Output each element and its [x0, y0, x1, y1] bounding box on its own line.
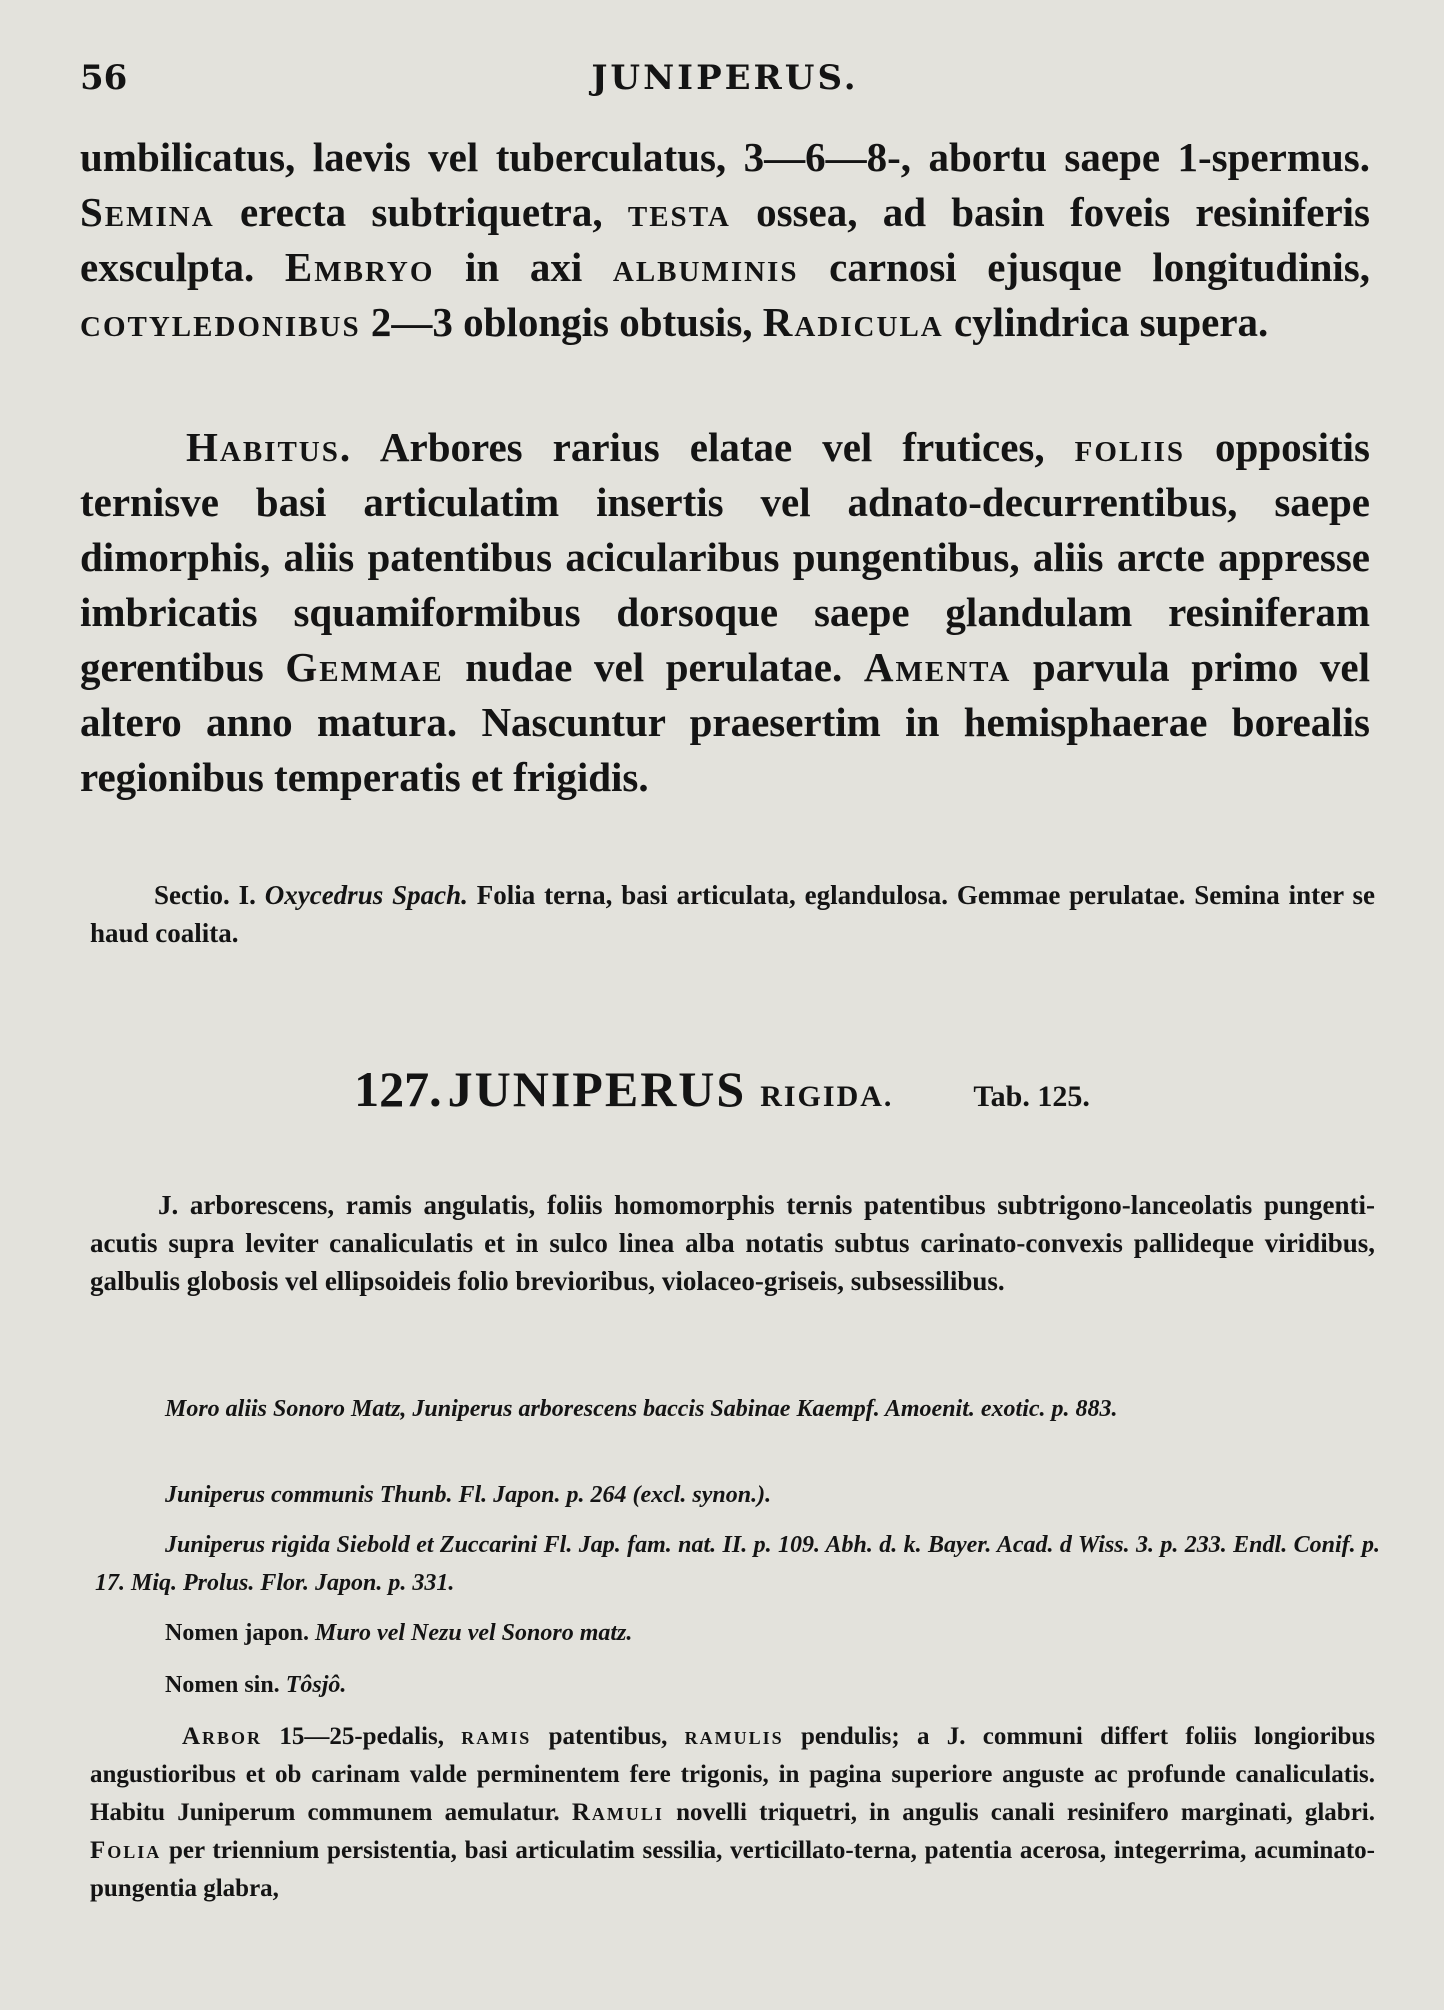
- arbor-paragraph: [90, 1718, 1375, 1908]
- paragraph-continuation: [80, 130, 1370, 350]
- keyword: Radicula: [762, 299, 944, 345]
- paragraph-habitus: [80, 420, 1370, 805]
- nomen-japon: [95, 1614, 1380, 1652]
- keyword: cotyledonibus: [80, 299, 361, 345]
- genus-name: JUNIPERUS: [447, 1061, 747, 1117]
- text-run: nudae vel perulatae.: [443, 644, 864, 690]
- text-run: ossea, ad basin foveis resiniferis exsculpta.: [80, 189, 1370, 290]
- reference-item: Juniperus communis Thunb. Fl. Japon. p. 264 (excl. synon.).: [165, 1482, 772, 1508]
- text-run: per triennium persistentia, basi articulatim sessilia, verticillato-terna, patentia acerosa, integerrima, acuminato-pungentia glabra,: [90, 1837, 1375, 1902]
- plate-reference: Tab. 125.: [973, 1080, 1090, 1113]
- text-run: carnosi ejusque longitudinis,: [798, 244, 1370, 290]
- text-run: parvula primo vel altero anno matura. Nascuntur praesertim in hemisphaerae borealis regionibus temperatis et frigidis.: [80, 644, 1371, 800]
- text-run: Sectio. I.: [154, 880, 265, 910]
- keyword: Embryo: [284, 244, 435, 290]
- species-number: 127.: [354, 1061, 442, 1117]
- text-run: novelli triquetri, in angulis canali resinifero marginati, glabri.: [663, 1799, 1375, 1826]
- text-run: oppositis ternisve basi articulatim insertis vel adnato-decurrentibus, saepe dimorphis, aliis patentibus acicularibus pungentibus, aliis arcte appresse imbricatis squamiformibus dorsoque saepe glandulam resiniferam gerentibus: [80, 424, 1370, 690]
- text-run: 15—25-pedalis,: [262, 1723, 462, 1750]
- keyword: Ramuli: [571, 1799, 664, 1826]
- text-run: umbilicatus, laevis vel tuberculatus, 3—6—8-, abortu saepe 1-spermus.: [80, 134, 1370, 180]
- nomen-value: Muro vel Nezu vel Sonoro matz.: [315, 1620, 633, 1646]
- running-title: JUNIPERUS.: [591, 58, 859, 98]
- page-header: [80, 58, 1370, 108]
- keyword: Arbor: [182, 1723, 263, 1750]
- keyword: foliis: [1074, 424, 1185, 470]
- page-number: 56: [80, 58, 128, 98]
- species-heading: [0, 1060, 1444, 1118]
- nomen-label: Nomen sin.: [165, 1672, 280, 1698]
- keyword: ramis: [461, 1723, 532, 1750]
- reference-item: Juniperus rigida Siebold et Zuccarini Fl. Jap. fam. nat. II. p. 109. Abh. d. k. Bayer. Acad. d Wiss. 3. p. 233. Endl. Conif. p. 17. Miq. Prolus. Flor. Japon. p. 331.: [95, 1532, 1380, 1596]
- keyword: Folia: [90, 1837, 162, 1864]
- keyword: ramulis: [684, 1723, 784, 1750]
- text-run: patentibus,: [531, 1723, 685, 1750]
- diagnosis-paragraph: J. arborescens, ramis angulatis, foliis homomorphis ternis patentibus subtrigono-lanceolatis pungenti-acutis supra leviter canaliculatis et in sulco linea alba notatis subtus carinato-convexis pallideque viridibus, galbulis globosis vel ellipsoideis folio brevioribus, violaceo-griseis, subsessilibus.: [90, 1190, 1375, 1296]
- text-run: cylindrica supera.: [943, 299, 1269, 345]
- text-run: Arbores rarius elatae vel frutices,: [352, 424, 1075, 470]
- text-run: 2—3 oblongis obtusis,: [360, 299, 763, 345]
- keyword: Amenta: [863, 644, 1012, 690]
- reference-item: Moro aliis Sonoro Matz, Juniperus arborescens baccis Sabinae Kaempf. Amoenit. exotic. p. 883.: [165, 1396, 1118, 1422]
- keyword: testa: [627, 189, 731, 235]
- keyword: albuminis: [612, 244, 799, 290]
- species-epithet: RIGIDA.: [760, 1080, 894, 1113]
- italic-run: Oxycedrus Spach.: [264, 880, 468, 910]
- text-run: pendulis; a J. communi differt foliis longioribus angustioribus et ob carinam valde perminentem fere trigonis, in pagina superiore anguste ac profunde canaliculatis. Habitu Juniperum communem aemulatur.: [90, 1723, 1375, 1826]
- text-run: Folia terna, basi articulata, eglandulosa. Gemmae perulatae. Semina inter se haud coalita.: [90, 880, 1375, 948]
- sectio-paragraph: [90, 876, 1375, 952]
- nomen-value: Tôsjô.: [285, 1672, 347, 1698]
- keyword: Gemmae: [285, 644, 444, 690]
- keyword: Semina: [80, 189, 215, 235]
- keyword: Habitus.: [186, 424, 353, 470]
- text-run: erecta subtriquetra,: [214, 189, 628, 235]
- text-run: in axi: [434, 244, 613, 290]
- nomen-sin: [95, 1666, 1380, 1704]
- nomen-label: Nomen japon.: [165, 1620, 310, 1646]
